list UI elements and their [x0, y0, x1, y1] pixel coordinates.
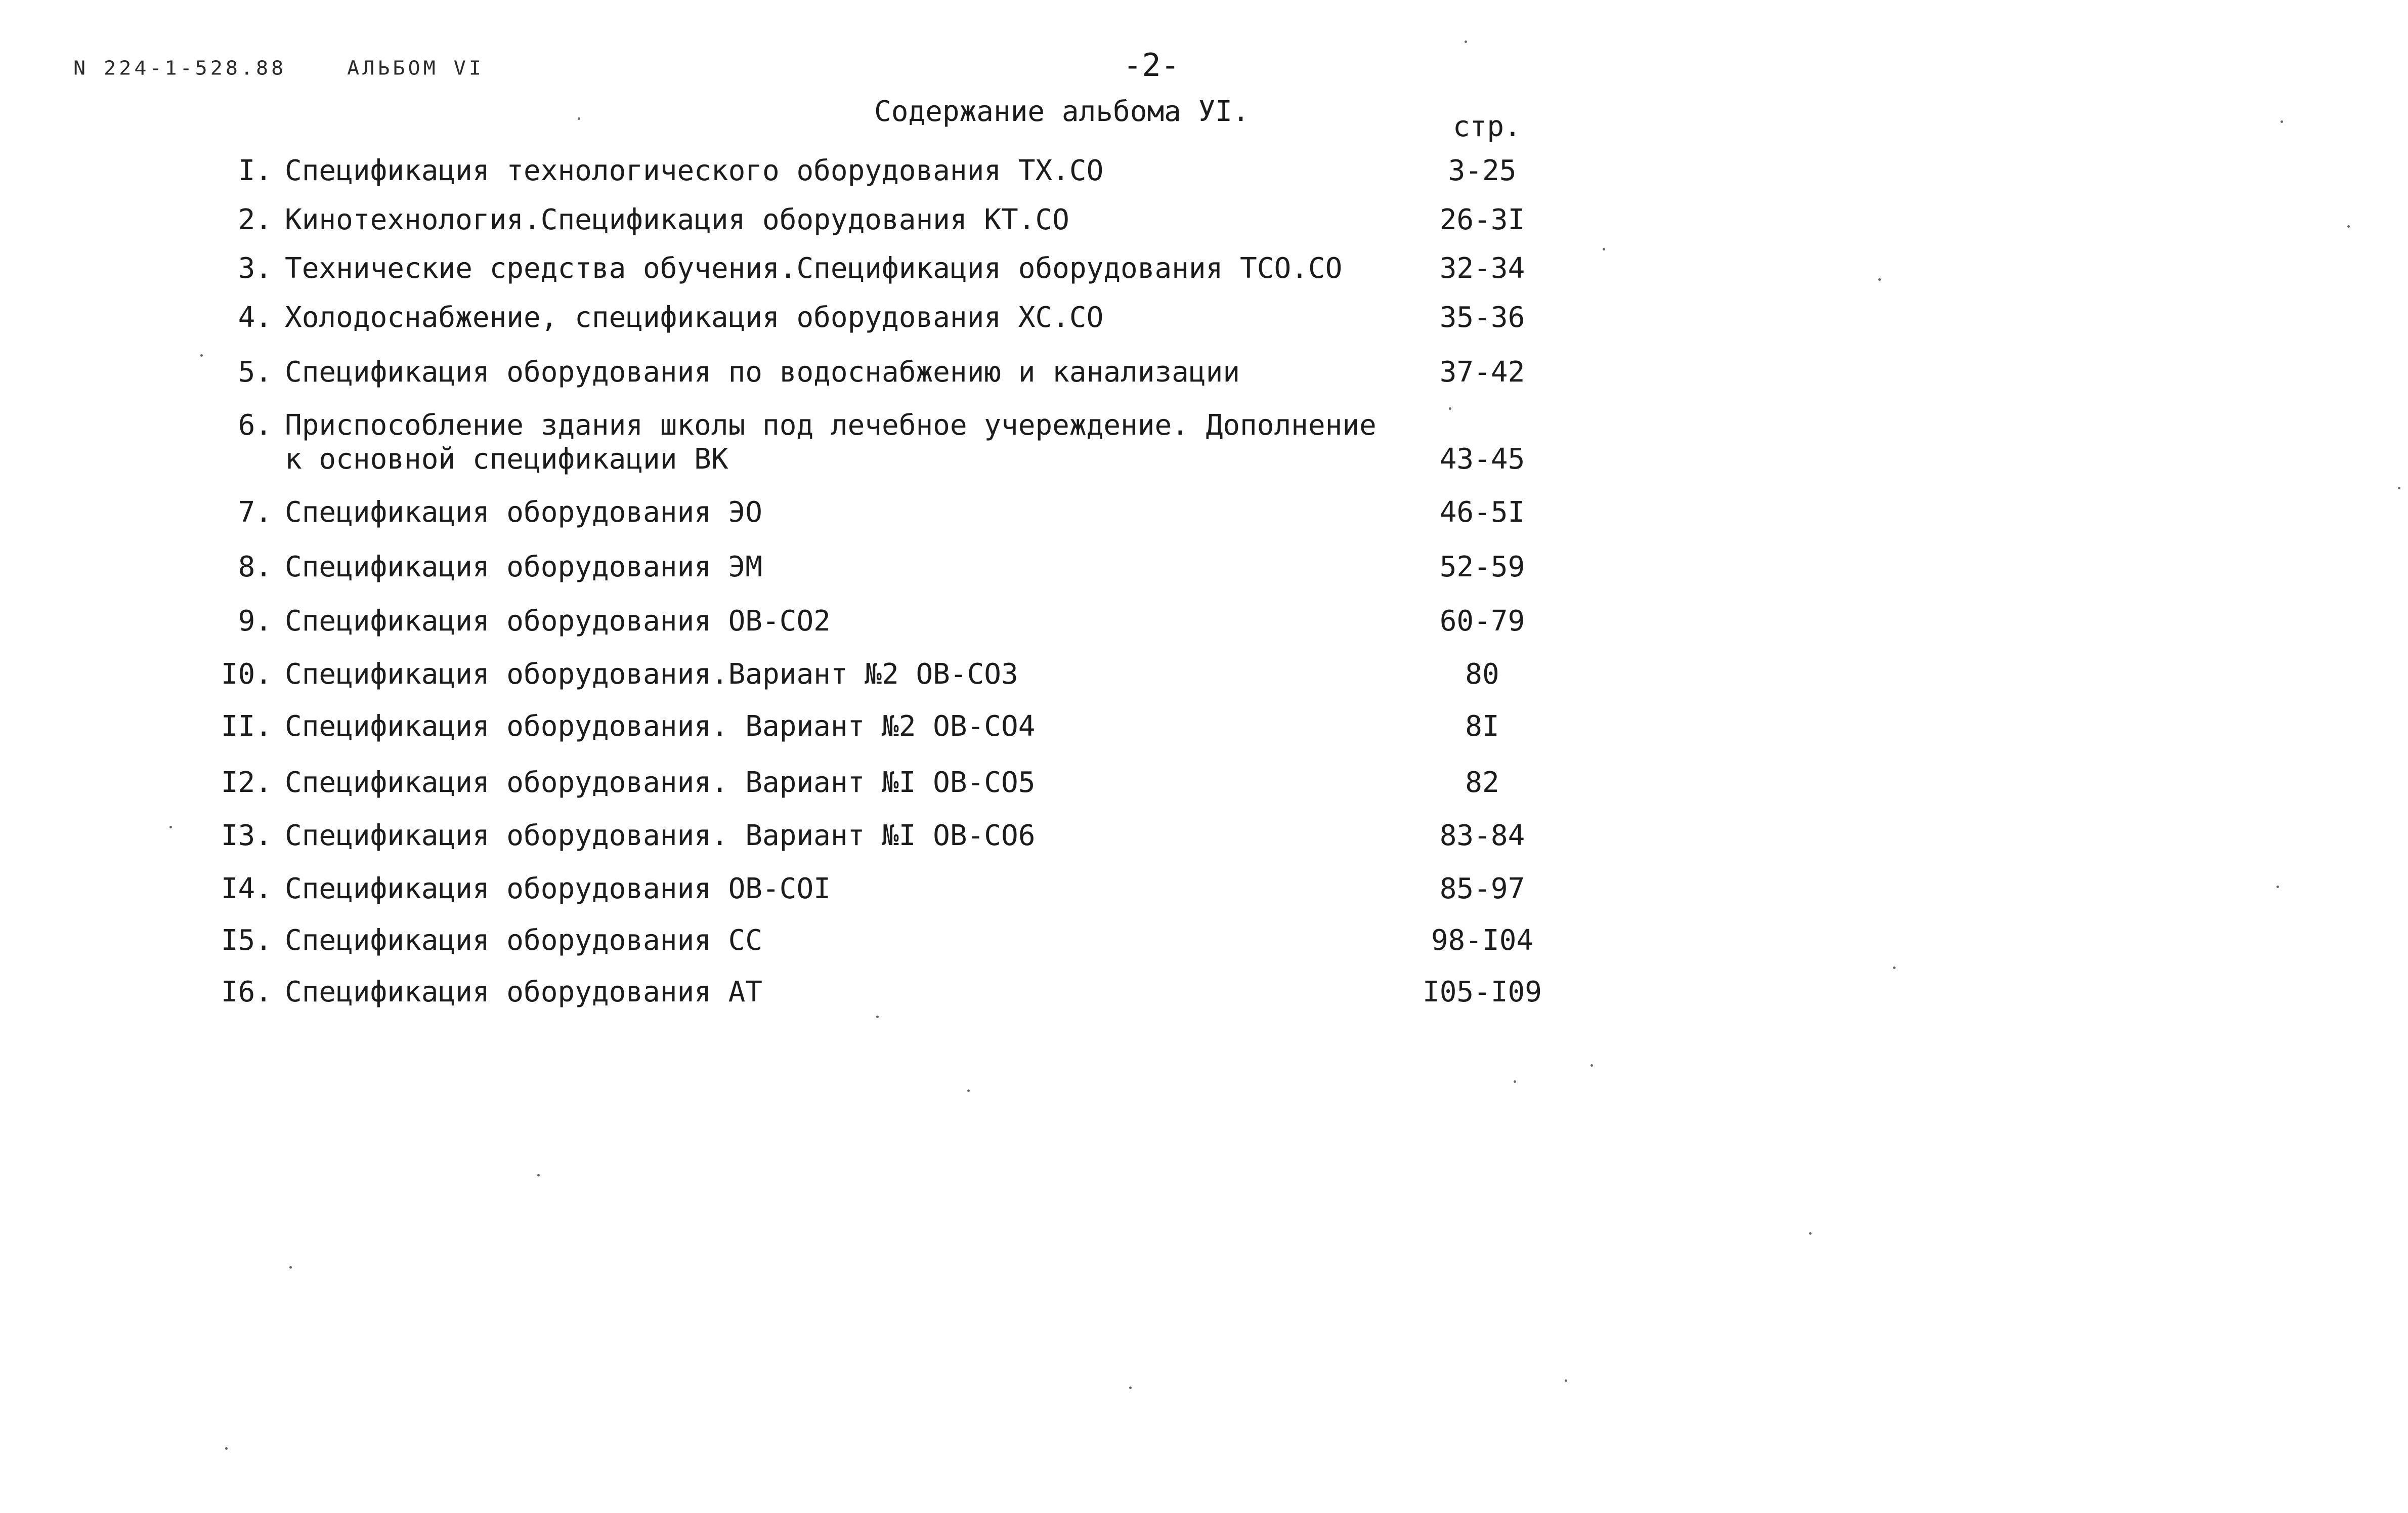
scan-speck	[2281, 120, 2283, 123]
entry-pages: 60-79	[1439, 605, 1525, 638]
scan-speck	[1603, 248, 1605, 250]
entry-number: I3.	[221, 819, 272, 852]
entry-number: 5.	[238, 356, 272, 389]
entry-number: I0.	[221, 658, 272, 691]
entry-title: Приспособление здания школы под лечебное учереждение. Дополнение	[285, 409, 1377, 442]
scan-speck	[1449, 407, 1451, 410]
entry-number: 4.	[238, 301, 272, 334]
scan-speck	[289, 1266, 292, 1269]
entry-title: Спецификация оборудования. Вариант №I ОВ-СО5	[285, 766, 1036, 799]
scan-speck	[1809, 1232, 1812, 1235]
scan-speck	[967, 1089, 970, 1092]
entry-pages: 46-5I	[1439, 496, 1525, 529]
entry-number: I2.	[221, 766, 272, 799]
entry-pages: 52-59	[1439, 551, 1525, 583]
document-code-handwritten	[73, 57, 484, 79]
entry-title: Спецификация оборудования. Вариант №2 ОВ-СО4	[285, 710, 1036, 743]
doc-code: N 224-1-528.88	[73, 57, 287, 79]
entry-pages: 80	[1465, 658, 1499, 691]
entry-title: Спецификация технологического оборудования ТХ.СО	[285, 154, 1104, 187]
scan-speck	[1514, 1080, 1516, 1083]
entry-pages: 3-25	[1448, 154, 1517, 187]
entry-pages: 37-42	[1439, 356, 1525, 389]
entry-title: Спецификация оборудования ОВ-СОI	[285, 872, 831, 905]
entry-number: 3.	[238, 252, 272, 285]
entry-pages: 43-45	[1439, 443, 1525, 476]
entry-title: Холодоснабжение, спецификация оборудования ХС.СО	[285, 301, 1104, 334]
scan-speck	[1465, 40, 1467, 43]
entry-pages: 83-84	[1439, 819, 1525, 852]
scan-speck	[225, 1447, 228, 1450]
entry-pages: I05-I09	[1422, 976, 1542, 1008]
entry-title: Спецификация оборудования ЭО	[285, 496, 763, 529]
scan-speck	[537, 1174, 540, 1176]
entry-number: I4.	[221, 872, 272, 905]
pages-column-header: стр.	[1453, 110, 1521, 143]
entry-pages: 32-34	[1439, 252, 1525, 285]
entry-number: I.	[238, 154, 272, 187]
scan-speck	[1878, 278, 1881, 281]
entry-pages: 8I	[1465, 710, 1499, 743]
entry-title: Спецификация оборудования АТ	[285, 976, 763, 1008]
entry-title: Кинотехнология.Спецификация оборудования КТ.СО	[285, 203, 1069, 236]
entry-title: Спецификация оборудования.Вариант №2 ОВ-СО3	[285, 658, 1018, 691]
album-label: АЛЬБОМ VI	[347, 57, 484, 79]
entry-number: 2.	[238, 203, 272, 236]
entry-number: 9.	[238, 605, 272, 638]
scan-speck	[578, 117, 580, 120]
entry-number: I5.	[221, 924, 272, 957]
scan-speck	[2398, 487, 2400, 489]
scan-speck	[2347, 225, 2350, 228]
entry-title: Технические средства обучения.Спецификация оборудования ТСО.СО	[285, 252, 1343, 285]
entry-number: I6.	[221, 976, 272, 1008]
scan-speck	[2276, 886, 2279, 888]
scan-speck	[200, 354, 203, 357]
entry-pages: 26-3I	[1439, 203, 1525, 236]
entry-number: 7.	[238, 496, 272, 529]
scan-speck	[1893, 966, 1896, 969]
scan-speck	[1565, 1379, 1567, 1382]
entry-pages: 82	[1465, 766, 1499, 799]
entry-title-continued: к основной спецификации ВК	[285, 443, 728, 476]
page-number: -2-	[1123, 47, 1180, 83]
entry-title: Спецификация оборудования по водоснабжению и канализации	[285, 356, 1240, 389]
scan-speck	[876, 1016, 879, 1018]
entry-number: 6.	[238, 409, 272, 442]
entry-pages: 85-97	[1439, 872, 1525, 905]
entry-title: Спецификация оборудования ЭМ	[285, 551, 763, 583]
entry-title: Спецификация оборудования. Вариант №I ОВ-СО6	[285, 819, 1036, 852]
entry-number: 8.	[238, 551, 272, 583]
entry-pages: 98-I04	[1431, 924, 1534, 957]
scan-speck	[1129, 1386, 1132, 1389]
scan-speck	[169, 826, 172, 828]
entry-number: II.	[221, 710, 272, 743]
entry-title: Спецификация оборудования СС	[285, 924, 763, 957]
contents-title: Содержание альбома УI.	[874, 95, 1250, 128]
entry-pages: 35-36	[1439, 301, 1525, 334]
scan-speck	[1590, 1064, 1593, 1067]
entry-title: Спецификация оборудования ОВ-СО2	[285, 605, 831, 638]
